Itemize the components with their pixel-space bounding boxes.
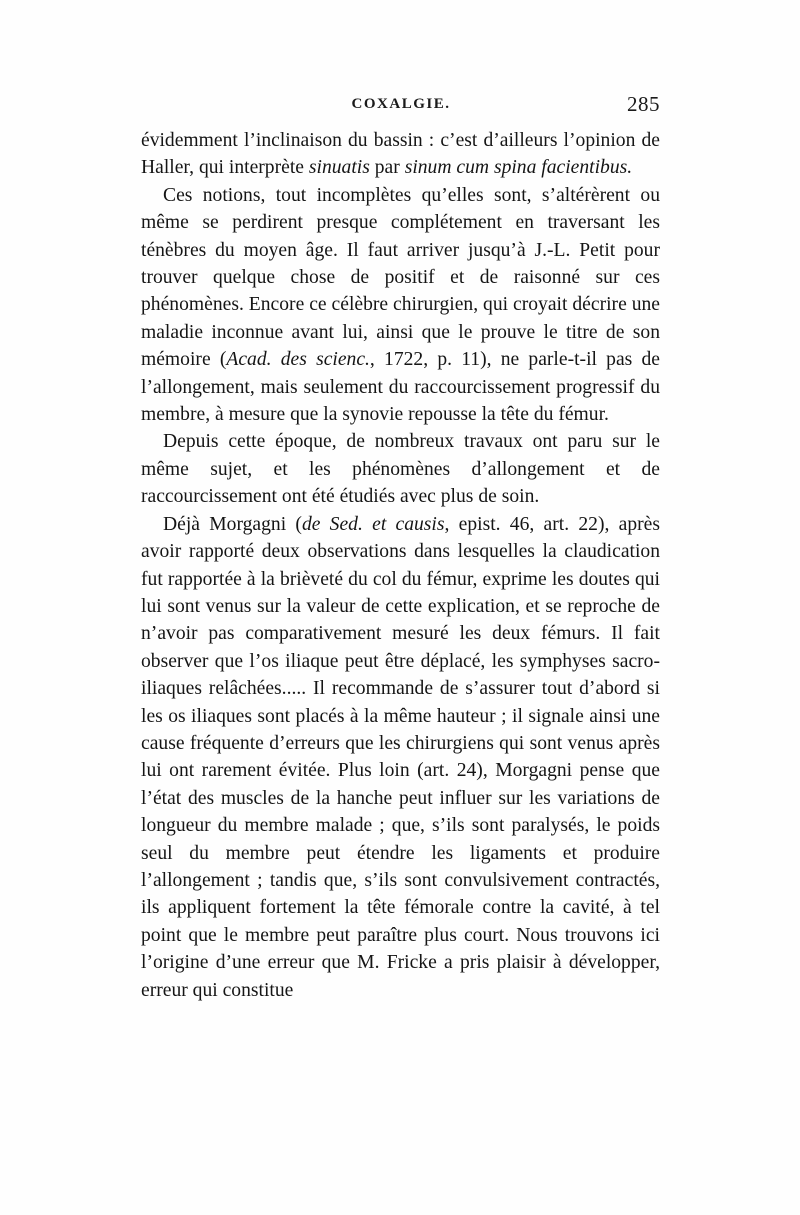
text-run: , epist. 46, art. 22), après avoir rapporté deux observations dans lesquelles la claudication fut rapportée à la brièveté du col du fémur, exprime les doutes qui lui sont venus sur la valeur de cette explication, et se reproche de n’avoir pas comparativement mesuré les deux fémurs. Il fait observer que l’os iliaque peut être déplacé, les symphyses sacro-iliaques relâchées..... Il recommande de s’assurer tout d’abord si les os iliaques sont placés à la même hauteur ; il signale ainsi une cause fréquente d’erreurs que les chirurgiens qui sont venus après lui ont rarement évitée. Plus loin (art. 24), Morgagni pense que l’état des muscles de la hanche peut influer sur les variations de longueur du membre malade ; que, s’ils sont paralysés, le poids seul du membre peut étendre les ligaments et produire l’allongement ; tandis que, s’ils sont convulsivement contractés, ils appliquent fortement la tête fémorale contre la cavité, à tel point que le membre peut paraître plus court. Nous trouvons ici l’origine d’une erreur que M. Fricke a pris plaisir à développer, erreur qui constitue [141, 513, 660, 1001]
running-head [142, 92, 660, 122]
text-run: évidemment l’inclinaison du bassin : c’est d’ailleurs l’opinion de Haller, qui interprète [141, 130, 660, 179]
running-title: COXALGIE. [351, 96, 451, 112]
italic-run: Acad. des scienc. [226, 349, 370, 371]
paragraph [141, 511, 660, 1004]
text-run: Ces notions, tout incomplètes qu’elles sont, s’altérèrent ou même se perdirent presque complétement en traversant les ténèbres du moyen âge. Il faut arriver jusqu’à J.-L. Petit pour trouver quelque chose de positif et de raisonné sur ces phénomènes. Encore ce célèbre chirurgien, qui croyait décrire une maladie inconnue avant lui, ainsi que le prouve le titre de son mémoire ( [141, 184, 660, 371]
text-run: Déjà Morgagni ( [163, 513, 302, 535]
paragraph [141, 182, 660, 429]
italic-run: de Sed. et causis [301, 513, 445, 535]
text-run: Depuis cette époque, de nombreux travaux ont paru sur le même sujet, et les phénomènes d’allongement et de raccourcissement ont été étudiés avec plus de soin. [141, 431, 660, 508]
paragraph [141, 428, 660, 510]
italic-run: sinum cum spina facientibus. [404, 157, 633, 179]
page-number: 285 [627, 92, 660, 116]
text-run: , 1722, p. 11), ne parle-t-il pas de l’allongement, mais seulement du raccourcissement progressif du membre, à mesure que la synovie repousse la tête du fémur. [141, 349, 660, 426]
italic-run: sinuatis [308, 157, 370, 179]
body-text [141, 127, 660, 1004]
paragraph [141, 127, 660, 182]
text-run: par [369, 157, 405, 179]
